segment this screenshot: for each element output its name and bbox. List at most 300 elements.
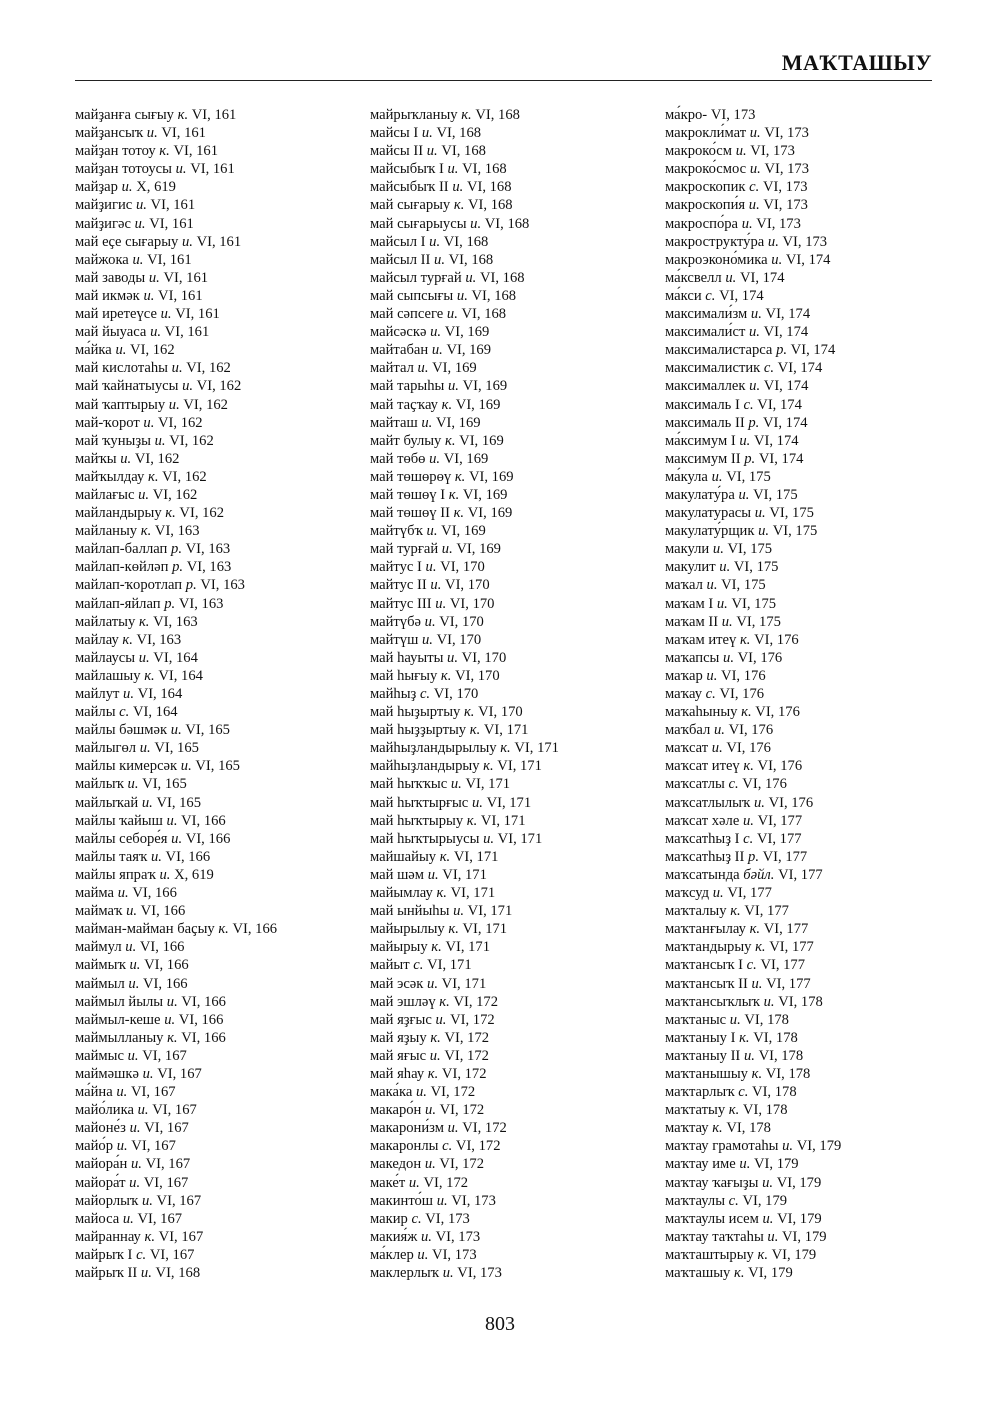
index-entry	[75, 975, 375, 993]
entry-part-of-speech: и.	[743, 1047, 755, 1064]
page-header	[75, 48, 932, 81]
entry-word: маҡтаныу I	[665, 1029, 736, 1046]
entry-word: майман-майман баҫыу	[75, 921, 215, 938]
entry-part-of-speech: к.	[741, 704, 752, 721]
entry-part-of-speech: к.	[439, 993, 450, 1010]
index-entry	[370, 685, 670, 703]
entry-part-of-speech: и.	[154, 432, 166, 449]
index-entry	[75, 956, 375, 974]
entry-part-of-speech: и.	[429, 1047, 441, 1064]
entry-volume-page: X, 619	[136, 179, 176, 196]
entry-part-of-speech: к.	[440, 667, 452, 684]
entry-word: май сығарыусы	[370, 215, 467, 232]
entry-word: майлы япраҡ	[75, 866, 156, 883]
entry-volume-page: VI, 170	[445, 577, 490, 594]
entry-volume-page: VI, 178	[752, 1084, 797, 1101]
entry-part-of-speech: и.	[146, 125, 158, 142]
entry-word: майтүш	[370, 631, 419, 648]
entry-part-of-speech: р.	[172, 559, 184, 576]
index-entry	[75, 884, 375, 902]
entry-word: майорлыҡ	[75, 1192, 139, 1209]
entry-word: макроэконо́мика	[665, 251, 768, 268]
entry-part-of-speech: к.	[140, 523, 152, 540]
entry-volume-page: VI, 171	[442, 866, 487, 883]
entry-part-of-speech: с.	[728, 1192, 739, 1209]
entry-part-of-speech: и.	[420, 1228, 432, 1245]
index-entry	[665, 269, 965, 287]
entry-volume-page: VI, 173	[756, 215, 801, 232]
entry-word: май ҡайнатыусы	[75, 378, 179, 395]
entry-word: маҡтау	[665, 1120, 709, 1137]
entry-word: майора́н	[75, 1156, 128, 1173]
entry-volume-page: VI, 166	[165, 848, 211, 865]
entry-part-of-speech: и.	[435, 1011, 447, 1028]
entry-part-of-speech: и.	[471, 794, 483, 811]
entry-word: маҡтандырыу	[665, 939, 752, 956]
index-entry	[665, 576, 965, 594]
index-entry	[75, 1155, 375, 1173]
entry-part-of-speech: к.	[734, 1265, 745, 1281]
entry-word: майрыҡ II	[75, 1265, 138, 1281]
index-entry	[75, 685, 375, 703]
entry-part-of-speech: к.	[122, 631, 133, 648]
entry-part-of-speech: и.	[729, 1011, 741, 1028]
entry-word: май турғай	[370, 541, 439, 558]
index-entry	[665, 649, 965, 667]
entry-volume-page: VI, 174	[757, 396, 802, 413]
entry-part-of-speech: и.	[429, 233, 441, 250]
entry-volume-page: VI, 169	[462, 486, 508, 503]
entry-part-of-speech: и.	[711, 468, 723, 485]
entry-part-of-speech: с.	[749, 179, 760, 196]
index-entry	[665, 830, 965, 848]
entry-word: майландырыу	[75, 505, 162, 522]
entry-part-of-speech: и.	[429, 450, 441, 467]
index-entry	[75, 432, 375, 450]
index-entry	[665, 160, 965, 178]
entry-word: маҡсатлы	[665, 776, 725, 793]
entry-word: макрострукту́ра	[665, 233, 765, 250]
entry-part-of-speech: и.	[140, 1265, 152, 1281]
entry-volume-page: VI, 177	[769, 939, 814, 956]
entry-word: максималь II	[665, 414, 745, 431]
entry-word: май ҡуныҙы	[75, 432, 151, 449]
entry-word: майтүбә	[370, 613, 421, 630]
entry-volume-page: VI, 173	[764, 161, 810, 178]
entry-part-of-speech: и.	[483, 830, 495, 847]
index-entry	[370, 178, 670, 196]
entry-volume-page: VI, 168	[466, 179, 512, 196]
entry-volume-page: VI, 175	[726, 468, 771, 485]
entry-word: макроко́см	[665, 143, 733, 160]
entry-part-of-speech: и.	[127, 1047, 139, 1064]
entry-word: майымлау	[370, 885, 433, 902]
index-entry	[75, 1246, 375, 1264]
index-entry	[370, 1192, 670, 1210]
entry-word: маҡсатында	[665, 866, 740, 883]
entry-part-of-speech: и.	[135, 197, 147, 214]
entry-word: май кислотаһы	[75, 360, 168, 377]
index-entry	[665, 1083, 965, 1101]
index-entry	[665, 287, 965, 305]
entry-volume-page: VI, 171	[497, 830, 543, 847]
entry-part-of-speech: и.	[121, 179, 133, 196]
entry-word: май төшөү I	[370, 486, 446, 503]
entry-volume-page: VI, 174	[765, 306, 811, 323]
entry-part-of-speech: к.	[448, 921, 459, 938]
entry-volume-page: VI, 165	[185, 722, 230, 739]
entry-part-of-speech: и.	[706, 577, 718, 594]
index-entry	[665, 215, 965, 233]
index-entry	[665, 902, 965, 920]
index-entry	[665, 504, 965, 522]
index-entry	[370, 1065, 670, 1083]
entry-part-of-speech: к.	[453, 197, 465, 214]
entry-word: майташ	[370, 414, 418, 431]
entry-word: майсыбыҡ II	[370, 179, 449, 196]
index-entry	[75, 178, 375, 196]
entry-volume-page: VI, 161	[149, 215, 194, 232]
entry-word: маҡтансыҡ I	[665, 957, 743, 974]
entry-word: майшайыу	[370, 848, 437, 865]
entry-part-of-speech: и.	[168, 396, 180, 413]
index-entry	[665, 377, 965, 395]
index-entry	[370, 631, 670, 649]
entry-word: маҡбал	[665, 722, 711, 739]
index-entry	[665, 1119, 965, 1137]
index-entry	[370, 196, 670, 214]
entry-word: ма́кула	[665, 468, 708, 485]
index-entry	[370, 124, 670, 142]
entry-volume-page: VI, 179	[742, 1192, 788, 1209]
entry-part-of-speech: и.	[129, 957, 141, 974]
entry-volume-page: VI, 168	[443, 233, 489, 250]
entry-part-of-speech: к.	[739, 631, 751, 648]
entry-volume-page: VI, 177	[763, 921, 809, 938]
entry-volume-page: VI, 177	[757, 812, 803, 829]
entry-part-of-speech: и.	[417, 360, 429, 377]
index-entry	[370, 739, 670, 757]
index-entry	[665, 1264, 965, 1282]
entry-part-of-speech: и.	[751, 975, 763, 992]
entry-volume-page: VI, 167	[144, 1120, 189, 1137]
index-entry	[75, 1137, 375, 1155]
entry-word: маҡтанышыу	[665, 1065, 748, 1082]
entry-volume-page: VI, 162	[130, 342, 175, 359]
entry-part-of-speech: и.	[762, 1210, 774, 1227]
entry-word: макинто́ш	[370, 1192, 434, 1209]
entry-volume-page: VI, 165	[142, 776, 187, 793]
entry-word: май ынйыһы	[370, 903, 450, 920]
entry-word: майора́т	[75, 1174, 126, 1191]
index-entry	[665, 1155, 965, 1173]
entry-volume-page: VI, 173	[457, 1265, 502, 1281]
entry-word: маймаҡ	[75, 903, 123, 920]
index-entry	[75, 1011, 375, 1029]
index-entry	[665, 1101, 965, 1119]
entry-part-of-speech: к.	[436, 885, 447, 902]
entry-word: майтус II	[370, 577, 427, 594]
entry-part-of-speech: и.	[417, 1246, 429, 1263]
entry-part-of-speech: и.	[129, 1174, 141, 1191]
entry-word: максимали́зм	[665, 306, 748, 323]
entry-part-of-speech: и.	[171, 830, 183, 847]
index-entry	[370, 233, 670, 251]
entry-part-of-speech: и.	[706, 667, 718, 684]
entry-volume-page: VI, 179	[771, 1246, 817, 1263]
index-entry	[75, 993, 375, 1011]
entry-volume-page: VI, 171	[465, 776, 511, 793]
entry-word: макроскопик	[665, 179, 746, 196]
entry-word: маҡсат хәле	[665, 812, 740, 829]
entry-part-of-speech: р.	[171, 541, 182, 558]
entry-part-of-speech: и.	[431, 342, 443, 359]
entry-word: майлап-яйлап	[75, 595, 161, 612]
entry-part-of-speech: и.	[739, 432, 751, 449]
entry-word: маҡсат итеү	[665, 758, 740, 775]
entry-volume-page: VI, 164	[158, 667, 203, 684]
index-entry	[665, 920, 965, 938]
entry-part-of-speech: и.	[116, 1084, 128, 1101]
index-entry	[665, 1174, 965, 1192]
entry-part-of-speech: и.	[116, 1138, 128, 1155]
entry-volume-page: VI, 173	[451, 1192, 496, 1209]
entry-part-of-speech: и.	[742, 812, 754, 829]
entry-volume-page: VI, 171	[497, 758, 542, 775]
index-entry	[370, 667, 670, 685]
entry-volume-page: VI, 167	[152, 1102, 197, 1119]
entry-part-of-speech: с.	[763, 360, 775, 377]
index-entry	[665, 233, 965, 251]
entry-part-of-speech: р.	[744, 450, 756, 467]
entry-word: май яҙғыс	[370, 1011, 432, 1028]
index-entry	[370, 1137, 670, 1155]
index-entry	[665, 1228, 965, 1246]
entry-part-of-speech: р.	[776, 342, 788, 359]
index-entry	[665, 178, 965, 196]
entry-volume-page: VI, 172	[444, 1029, 490, 1046]
entry-word: майма	[75, 885, 115, 902]
entry-word: майт булыу	[370, 432, 442, 449]
entry-word: макулату́рщик	[665, 523, 755, 540]
index-entry	[370, 1101, 670, 1119]
entry-volume-page: VI, 178	[765, 1065, 811, 1082]
entry-volume-page: VI, 170	[478, 704, 523, 721]
entry-part-of-speech: и.	[115, 342, 127, 359]
entry-volume-page: VI, 167	[158, 1228, 204, 1245]
index-entry	[370, 1246, 670, 1264]
index-entry	[665, 631, 965, 649]
entry-volume-page: VI, 169	[432, 360, 477, 377]
entry-word: майырыу	[370, 939, 428, 956]
entry-volume-page: VI, 162	[158, 414, 203, 431]
index-entry	[665, 1029, 965, 1047]
entry-volume-page: VI, 177	[756, 830, 802, 847]
entry-volume-page: VI, 166	[232, 921, 278, 938]
index-entry	[75, 613, 375, 631]
index-entry	[370, 1011, 670, 1029]
index-entry	[370, 938, 670, 956]
index-entry	[75, 938, 375, 956]
entry-volume-page: VI, 162	[169, 432, 214, 449]
entry-volume-page: VI, 175	[753, 486, 798, 503]
entry-word: май яһау	[370, 1065, 425, 1082]
entry-word: маҡтаулы	[665, 1192, 726, 1209]
entry-volume-page: VI, 169	[441, 523, 486, 540]
index-entry	[665, 432, 965, 450]
entry-word: майтал	[370, 360, 414, 377]
entry-volume-page: VI, 167	[142, 1047, 187, 1064]
index-entry	[75, 1264, 375, 1282]
entry-volume-page: VI, 162	[152, 486, 198, 503]
entry-part-of-speech: и.	[143, 414, 155, 431]
index-entry	[370, 993, 670, 1011]
entry-part-of-speech: и.	[137, 1102, 149, 1119]
entry-part-of-speech: к.	[427, 1065, 439, 1082]
entry-word: май заводы	[75, 269, 146, 286]
entry-word: майо́р	[75, 1138, 114, 1155]
index-entry	[370, 287, 670, 305]
entry-volume-page: VI, 176	[721, 667, 766, 684]
entry-part-of-speech: и.	[120, 450, 132, 467]
entry-volume-page: VI, 173	[710, 107, 756, 123]
entry-volume-page: VI, 164	[132, 704, 178, 721]
entry-part-of-speech: к.	[461, 107, 472, 123]
entry-volume-page: VI, 176	[768, 794, 814, 811]
entry-word: маҡсатһыҙ II	[665, 848, 745, 865]
entry-part-of-speech: и.	[150, 848, 162, 865]
entry-part-of-speech: с.	[743, 396, 754, 413]
entry-volume-page: VI, 179	[777, 1210, 822, 1227]
entry-volume-page: VI, 176	[742, 776, 787, 793]
entry-volume-page: VI, 171	[445, 939, 491, 956]
index-entry	[370, 377, 670, 395]
index-entry	[665, 305, 965, 323]
index-entry	[75, 468, 375, 486]
entry-volume-page: VI, 169	[462, 378, 508, 395]
entry-word: маймыл	[75, 975, 125, 992]
entry-word: маҡтау грамотаһы	[665, 1138, 779, 1155]
entry-volume-page: VI, 165	[156, 794, 202, 811]
entry-part-of-speech: и.	[170, 722, 182, 739]
entry-volume-page: VI, 167	[130, 1084, 176, 1101]
entry-word: макроспо́ра	[665, 215, 739, 232]
entry-word: майлы кимерсәк	[75, 758, 178, 775]
entry-part-of-speech: с.	[738, 1084, 749, 1101]
index-entry	[370, 522, 670, 540]
entry-word: маҡсат	[665, 740, 709, 757]
entry-volume-page: VI, 163	[178, 595, 224, 612]
entry-word: май йыуаса	[75, 324, 147, 341]
entry-word: майҙанға сығыу	[75, 107, 174, 123]
entry-word: майлашыу	[75, 667, 141, 684]
entry-part-of-speech: и.	[425, 1102, 436, 1119]
entry-part-of-speech: и.	[748, 197, 760, 214]
entry-word: майсы I	[370, 125, 419, 142]
entry-part-of-speech: с.	[411, 1210, 422, 1227]
index-entry	[370, 884, 670, 902]
entry-word: майҙан тотоусы	[75, 161, 172, 178]
entry-part-of-speech: к.	[755, 939, 766, 956]
index-entry	[370, 1264, 670, 1282]
entry-part-of-speech: к.	[445, 432, 456, 449]
entry-part-of-speech: и.	[738, 486, 750, 503]
entry-volume-page: VI, 165	[154, 740, 199, 757]
entry-word: майлы таяҡ	[75, 848, 148, 865]
index-entry	[75, 576, 375, 594]
index-entry	[370, 576, 670, 594]
entry-word: майрыҡланыу	[370, 107, 458, 123]
entry-word: маҡар	[665, 667, 703, 684]
index-entry	[75, 233, 375, 251]
entry-volume-page: VI, 178	[778, 993, 823, 1010]
index-entry	[370, 830, 670, 848]
index-entry	[75, 1174, 375, 1192]
entry-word: май яҙыу	[370, 1029, 427, 1046]
index-entry	[75, 486, 375, 504]
entry-volume-page: VI, 168	[468, 197, 513, 214]
index-entry	[75, 124, 375, 142]
entry-volume-page: VI, 178	[753, 1029, 798, 1046]
entry-word: макроко́смос	[665, 161, 747, 178]
page-number: 803	[485, 1313, 515, 1335]
index-entry	[75, 902, 375, 920]
index-entry	[665, 341, 965, 359]
index-entry	[370, 1083, 670, 1101]
entry-part-of-speech: к.	[165, 505, 176, 522]
entry-part-of-speech: и.	[160, 306, 172, 323]
entry-word: маҡсатһыҙ I	[665, 830, 740, 847]
index-entry	[665, 468, 965, 486]
entry-word: маҡам итеү	[665, 631, 737, 648]
entry-volume-page: VI, 168	[475, 107, 520, 123]
index-entry	[75, 848, 375, 866]
entry-word: май таҫҡау	[370, 396, 438, 413]
index-entry	[75, 1192, 375, 1210]
entry-word: майсыбыҡ I	[370, 161, 444, 178]
entry-part-of-speech: и.	[426, 523, 438, 540]
index-entry	[370, 1119, 670, 1137]
index-column-3	[665, 106, 965, 1282]
index-entry	[665, 124, 965, 142]
entry-word: майсыл турғай	[370, 269, 462, 286]
entry-word: майрыҡ I	[75, 1246, 133, 1263]
entry-volume-page: VI, 171	[450, 885, 496, 902]
entry-volume-page: VI, 178	[726, 1120, 771, 1137]
entry-word: макрокли́мат	[665, 125, 747, 142]
entry-part-of-speech: к.	[148, 468, 159, 485]
entry-volume-page: VI, 171	[486, 794, 532, 811]
index-entry	[75, 757, 375, 775]
entry-volume-page: VI, 168	[441, 143, 486, 160]
entry-word: майлаусы	[75, 649, 136, 666]
entry-volume-page: VI, 172	[423, 1174, 469, 1191]
index-entry	[665, 196, 965, 214]
entry-word: маҡтансыҡ II	[665, 975, 748, 992]
entry-volume-page: VI, 171	[480, 812, 526, 829]
index-entry	[370, 396, 670, 414]
entry-part-of-speech: и.	[166, 993, 178, 1010]
entry-volume-page: VI, 173	[425, 1210, 470, 1227]
entry-volume-page: VI, 174	[763, 378, 809, 395]
index-entry	[665, 794, 965, 812]
index-entry	[665, 396, 965, 414]
entry-word: маҡам I	[665, 595, 714, 612]
index-entry	[75, 160, 375, 178]
entry-word: май сыпсығы	[370, 287, 454, 304]
entry-part-of-speech: к.	[454, 468, 466, 485]
entry-volume-page: VI, 171	[427, 957, 472, 974]
